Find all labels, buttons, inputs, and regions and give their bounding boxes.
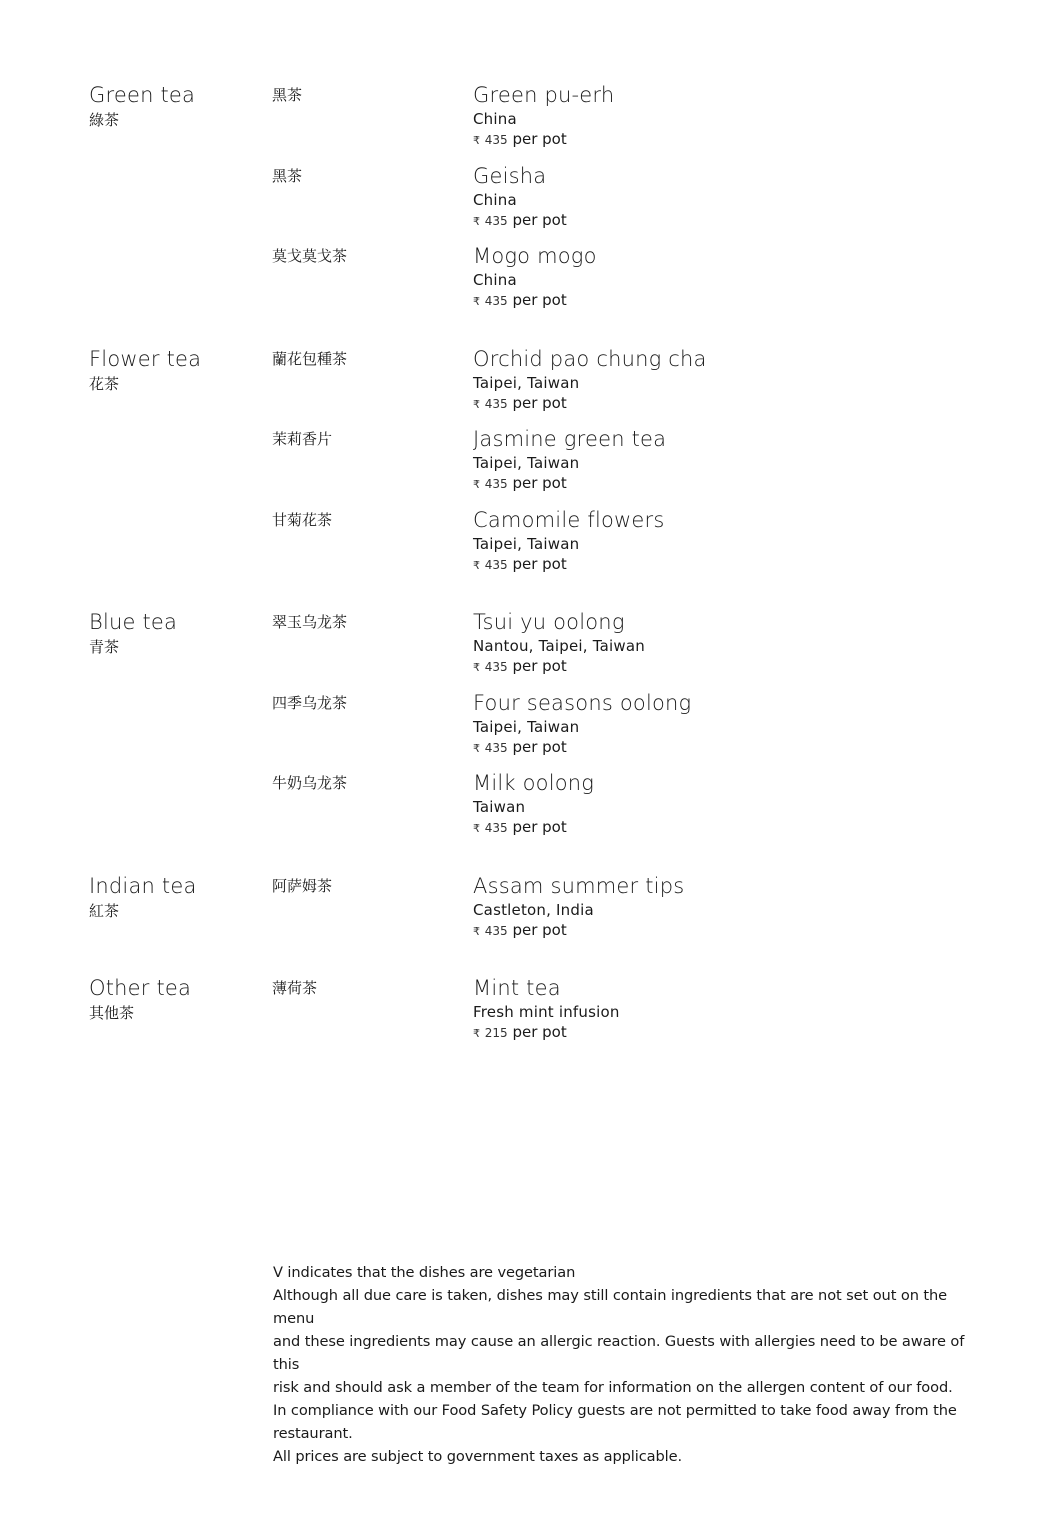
- item-info: [473, 768, 989, 849]
- menu-category: [89, 80, 989, 322]
- category-items: [272, 80, 989, 322]
- item-name: Tsui yu oolong: [473, 610, 625, 634]
- item-origin: China: [473, 110, 517, 128]
- menu-item: [272, 768, 989, 849]
- item-origin: China: [473, 190, 517, 209]
- item-name: Milk oolong: [473, 771, 595, 795]
- item-origin: Taipei, Taiwan: [473, 373, 580, 392]
- price-unit: per pot: [512, 474, 567, 492]
- item-price: [473, 1022, 989, 1044]
- category-name: Blue tea: [89, 610, 178, 634]
- currency-symbol: ₹: [473, 295, 480, 308]
- price-unit: per pot: [512, 657, 567, 675]
- item-info: [473, 241, 989, 322]
- price-value: 435: [484, 821, 508, 835]
- item-info: [473, 505, 989, 586]
- menu-item: [272, 871, 989, 952]
- item-price: [473, 129, 989, 151]
- category-label: [89, 344, 272, 586]
- menu-category: [89, 607, 989, 849]
- item-info: [473, 973, 989, 1054]
- item-name: Mogo mogo: [473, 244, 597, 268]
- category-name: Flower tea: [89, 346, 202, 371]
- item-name-zh: 蘭花包種茶: [272, 349, 348, 368]
- item-origin: Nantou, Taipei, Taiwan: [473, 637, 645, 655]
- item-price: [473, 554, 989, 576]
- item-price: [473, 817, 989, 839]
- price-value: 435: [484, 396, 508, 411]
- menu-footer-notes: [273, 1261, 983, 1468]
- footer-line: risk and should ask a member of the team for information on the allergen content of our food.: [273, 1379, 953, 1396]
- currency-symbol: ₹: [473, 924, 480, 938]
- price-unit: per pot: [512, 130, 567, 148]
- item-price: [473, 656, 989, 678]
- item-name-zh: 四季乌龙茶: [272, 693, 348, 712]
- currency-symbol: ₹: [473, 478, 480, 491]
- category-items: [272, 607, 989, 849]
- price-unit: per pot: [512, 1023, 567, 1041]
- footer-line: restaurant.: [273, 1425, 353, 1442]
- item-name-zh: 翠玉乌龙茶: [272, 613, 348, 631]
- footer-line: All prices are subject to government taxes as applicable.: [273, 1448, 683, 1465]
- currency-symbol: ₹: [473, 822, 480, 835]
- footer-line: and these ingredients may cause an allergic reaction. Guests with allergies need to be aware of this: [273, 1333, 965, 1373]
- category-name-zh: 綠茶: [89, 111, 120, 129]
- item-price: [473, 290, 989, 312]
- item-name: Four seasons oolong: [473, 690, 692, 715]
- item-info: [473, 688, 989, 769]
- menu-item: [272, 688, 989, 769]
- item-name-zh: 黑茶: [272, 86, 303, 104]
- item-price: [473, 210, 989, 232]
- category-label: [89, 871, 272, 952]
- item-name: Mint tea: [473, 976, 561, 1000]
- menu-category: [89, 871, 989, 952]
- price-unit: per pot: [512, 393, 567, 412]
- category-name-zh: 青茶: [89, 638, 120, 656]
- currency-symbol: ₹: [473, 661, 480, 674]
- price-unit: per pot: [512, 291, 567, 309]
- item-name: Geisha: [473, 163, 547, 188]
- currency-symbol: ₹: [473, 397, 480, 411]
- item-origin: Taiwan: [473, 798, 526, 816]
- item-origin: China: [473, 271, 517, 289]
- category-name: Green tea: [89, 83, 196, 107]
- item-price: [473, 393, 989, 415]
- menu-item: [272, 161, 989, 242]
- item-name-zh: 阿萨姆茶: [272, 876, 333, 895]
- item-info: [473, 424, 989, 505]
- menu-item: [272, 344, 989, 425]
- item-name-zh: 莫戈莫戈茶: [272, 247, 348, 265]
- category-items: [272, 973, 989, 1054]
- item-price: [473, 473, 989, 495]
- price-value: 435: [484, 133, 508, 147]
- footer-line: Although all due care is taken, dishes may still contain ingredients that are not set out on the menu: [273, 1287, 948, 1327]
- price-value: 435: [484, 213, 508, 228]
- item-price: [473, 737, 989, 759]
- item-name: Green pu-erh: [473, 83, 615, 107]
- category-label: [89, 973, 272, 1054]
- category-label: [89, 80, 272, 322]
- category-name-zh: 紅茶: [89, 901, 120, 920]
- menu-category: [89, 973, 989, 1054]
- item-name: Jasmine green tea: [473, 427, 667, 451]
- item-name-zh: 薄荷茶: [272, 979, 318, 997]
- item-name: Camomile flowers: [473, 507, 665, 532]
- currency-symbol: ₹: [473, 214, 480, 228]
- menu-item: [272, 607, 989, 688]
- currency-symbol: ₹: [473, 134, 480, 147]
- item-origin: Castleton, India: [473, 900, 594, 919]
- currency-symbol: ₹: [473, 1027, 480, 1040]
- menu-item: [272, 80, 989, 161]
- item-origin: Taipei, Taiwan: [473, 454, 580, 472]
- category-items: [272, 344, 989, 586]
- item-name: Orchid pao chung cha: [473, 346, 707, 371]
- item-name-zh: 黑茶: [272, 166, 303, 185]
- menu-item: [272, 241, 989, 322]
- price-unit: per pot: [512, 210, 567, 229]
- price-unit: per pot: [512, 554, 567, 573]
- item-name-zh: 茉莉香片: [272, 430, 333, 448]
- item-name: Assam summer tips: [473, 873, 685, 898]
- item-price: [473, 920, 989, 942]
- item-info: [473, 80, 989, 161]
- category-items: [272, 871, 989, 952]
- menu-item: [272, 973, 989, 1054]
- item-origin: Taipei, Taiwan: [473, 717, 580, 736]
- category-name-zh: 其他茶: [89, 1004, 135, 1022]
- item-origin: Taipei, Taiwan: [473, 534, 580, 553]
- category-name: Other tea: [89, 976, 192, 1000]
- price-value: 435: [484, 294, 508, 308]
- menu-item: [272, 505, 989, 586]
- category-name-zh: 花茶: [89, 374, 120, 393]
- price-value: 215: [484, 1026, 508, 1040]
- footer-line: V indicates that the dishes are vegetarian: [273, 1264, 576, 1281]
- item-name-zh: 甘菊花茶: [272, 510, 333, 529]
- item-origin: Fresh mint infusion: [473, 1003, 620, 1021]
- menu-item: [272, 424, 989, 505]
- item-info: [473, 871, 989, 952]
- price-unit: per pot: [512, 737, 567, 756]
- category-name: Indian tea: [89, 873, 197, 898]
- price-value: 435: [484, 660, 508, 674]
- tea-menu: [89, 80, 989, 1076]
- currency-symbol: ₹: [473, 558, 480, 572]
- price-unit: per pot: [512, 920, 567, 939]
- price-value: 435: [484, 923, 508, 938]
- category-label: [89, 607, 272, 849]
- currency-symbol: ₹: [473, 741, 480, 755]
- footer-line: In compliance with our Food Safety Policy guests are not permitted to take food away from the: [273, 1402, 957, 1419]
- item-name-zh: 牛奶乌龙茶: [272, 774, 348, 792]
- price-unit: per pot: [512, 818, 567, 836]
- item-info: [473, 161, 989, 242]
- item-info: [473, 344, 989, 425]
- price-value: 435: [484, 477, 508, 491]
- menu-category: [89, 344, 989, 586]
- price-value: 435: [484, 740, 508, 755]
- price-value: 435: [484, 557, 508, 572]
- item-info: [473, 607, 989, 688]
